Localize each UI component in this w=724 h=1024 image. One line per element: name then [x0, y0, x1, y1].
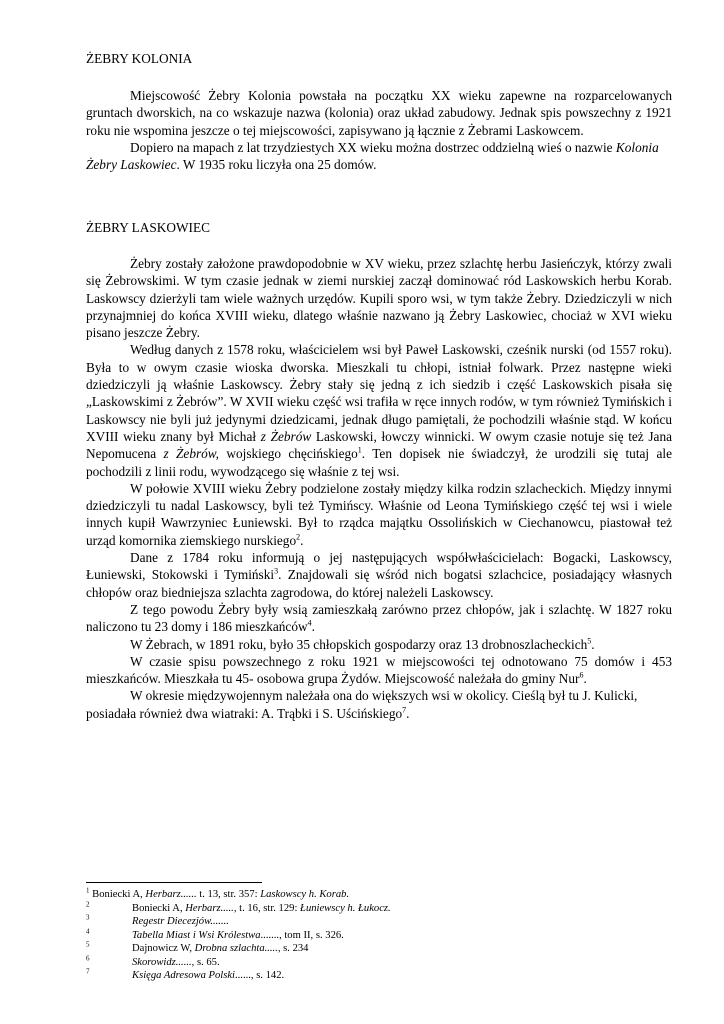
footnote	[86, 942, 672, 956]
italic-text: Herbarz......	[145, 889, 197, 900]
paragraph	[86, 255, 672, 341]
paragraph	[86, 687, 672, 722]
footnote-ref: 4	[307, 618, 312, 628]
italic-text: Tabella Miast i Wsi Królestwa	[132, 929, 261, 941]
text-run: . W 1935 roku liczyła ona 25 domów.	[176, 157, 377, 173]
paragraph	[86, 653, 672, 688]
text-run: .	[300, 532, 304, 548]
text-run: , s. 234	[277, 943, 309, 954]
footnote-text	[132, 929, 344, 943]
text-run: Dajnowicz W,	[132, 943, 195, 954]
footnote-number: 6	[86, 953, 90, 962]
footnote-ref: 2	[296, 532, 301, 542]
text-run: t. 13, str. 357:	[196, 889, 261, 900]
footnote-ref: 1	[357, 445, 362, 455]
italic-text: Łuniewscy h. Łukocz.	[300, 902, 391, 914]
section-body-zebry-laskowiec	[86, 255, 672, 722]
footnote-list	[86, 888, 672, 983]
text-run: . Ten dopisek nie świadczył, że urodzili się tutaj ale pochodzili z linii rodu, wywodzącego się właśnie z tej wsi.	[86, 446, 672, 479]
footnote-number: 5	[86, 940, 90, 949]
italic-text: Księga Adresowa Polski	[132, 970, 235, 981]
footnote	[86, 953, 672, 970]
footnote-divider	[86, 882, 262, 883]
italic-text: Herbarz.....	[185, 902, 234, 914]
text-run: .	[311, 619, 315, 635]
footnote-number: 2	[86, 899, 90, 908]
text-run: Boniecki A,	[132, 902, 186, 914]
text-run: Miejscowość Żebry Kolonia powstała na początku XX wieku zapewne na rozparcelowanych gruntach dworskich, na co wskazuje nazwa (kolonia) oraz układ zabudowy. Jednak spis powszechny z 1921 roku nie wspomina jeszcze o tej miejscowości, zapisywano ją łącznie z Żebrami Laskowcem.	[86, 88, 672, 138]
italic-text: Drobna szlachta.....	[194, 943, 278, 954]
italic-text: Skorowidz......	[132, 956, 192, 968]
text-run: Laskowski, łowczy winnicki. W owym czasie notuje się też Jana Nepomucena	[86, 428, 673, 462]
text-run: . Znajdowali się wśród nich bogatsi szlachcice, posiadający własnych chłopów oraz biedniejsza szlachta zagrodowa, do której należeli Laskowscy.	[86, 567, 673, 600]
text-run: .	[406, 705, 410, 721]
paragraph	[86, 139, 672, 174]
text-run: Dopiero na mapach z lat trzydziestych XX wieku można dostrzec oddzielną wieś o nazwie	[130, 139, 616, 155]
footnote-number: 7	[86, 967, 90, 976]
paragraph	[86, 549, 672, 601]
footnote-text	[92, 889, 349, 900]
footnote-text	[132, 915, 229, 929]
footnote-text	[132, 942, 308, 956]
text-run: .	[591, 636, 595, 652]
paragraph	[86, 87, 672, 139]
italic-text: Kolonia Żebry Laskowiec	[86, 139, 659, 173]
footnote	[86, 969, 672, 983]
paragraph	[86, 636, 672, 653]
section-body-zebry-kolonia	[86, 87, 672, 173]
footnote-number: 1	[86, 886, 90, 895]
footnote-number: 4	[86, 926, 90, 935]
text-run: Według danych z 1578 roku, właścicielem wsi był Paweł Laskowski, cześnik nurski (od 1557 roku). Była to w owym czasie wioska dworska. Mieszkali tu chłopi, istniał folwark. Przez następne wieki dziedziczyli ją właśnie Laskowscy. Żebry stały się jedną z ich siedzib i część Laskowskich pisała się „Laskowskimi z Żebrów”. W XVII wieku część wsi trafiła w ręce innych rodów, w tym również Tymińskich i Laskowscy nie byli już jedynymi dziedzicami, jednak długo pamiętali, że pochodzili właśnie stąd. W końcu XVIII wieku znany był Michał	[86, 342, 672, 444]
footnotes	[86, 882, 672, 983]
paragraph	[86, 341, 672, 479]
text-run: W czasie spisu powszechnego z roku 1921 w miejscowości tej odnotowano 75 domów i 453 mieszkańców. Mieszkała tu 45- osobowa grupa Żydów. Miejscowość należała do gminy Nur	[86, 653, 672, 687]
paragraph	[86, 601, 672, 636]
text-run: W połowie XVIII wieku Żebry podzielone zostały między kilka rodzin szlacheckich. Między innymi dziedziczyli tu nadal Laskowscy, byli też Tymińscy. Właśnie od Leona Tymińskiego część tej wsi i wiele innych kupił Wawrzyniec Łuniewski. Był to rządca majątku Ossolińskich w Ciechanowcu, piastował też urząd komornika ziemskiego nurskiego	[86, 480, 672, 548]
text-run: , t. 16, str. 129:	[233, 902, 301, 914]
footnote-text	[132, 956, 220, 970]
italic-text: z Żebrów	[260, 428, 312, 444]
text-run: Z tego powodu Żebry były wsią zamieszkałą zarówno przez chłopów, jak i szlachtę. W 1827 roku naliczono tu 23 domy i 186 mieszkańców	[86, 601, 672, 635]
text-run: Boniecki A,	[92, 889, 146, 900]
italic-text: Laskowscy h. Korab.	[260, 889, 350, 900]
text-run: W Żebrach, w 1891 roku, było 35 chłopskich gospodarzy oraz 13 drobnoszlacheckich	[130, 636, 588, 652]
footnote-number: 3	[86, 913, 90, 922]
footnote-ref: 6	[579, 670, 584, 680]
footnote-ref: 3	[274, 566, 279, 576]
italic-text: z Żebrów,	[163, 446, 220, 462]
text-run: ......, s. 142.	[235, 970, 285, 981]
footnote	[86, 888, 672, 902]
footnote-ref: 5	[587, 636, 592, 646]
text-run: ......., tom II, s. 326.	[260, 929, 344, 941]
text-run: W okresie międzywojennym należała ona do większych wsi w okolicy. Cieślą był tu J. Kulicki, posiadała również dwa wiatraki: A. Trąbki i S. Uścińskiego	[86, 688, 638, 721]
paragraph	[86, 480, 672, 549]
text-run: Żebry zostały założone prawdopodobnie w XV wieku, przez szlachtę herbu Jasieńczyk, którzy zwali się Żebrowskimi. W tym czasie jednak w ziemi nurskiej zaczął dominować ród Laskowskich herbu Korab. Laskowscy dzierżyli tam wiele ważnych urzędów. Kupili sporo wsi, w tym także Żebry. Dziedziczyli w nich przynajmniej do końca XVIII wieku, dlatego właśnie nazwano ją Żebry Laskowiec, chociaż w XVI wieku pisano jeszcze Żebry.	[86, 256, 672, 341]
text-run: , s. 65.	[191, 956, 220, 968]
footnote-text	[132, 969, 284, 983]
footnote	[86, 926, 672, 943]
section-heading-zebry-kolonia: ŻEBRY KOLONIA	[86, 51, 193, 66]
footnote-ref: 7	[402, 705, 407, 715]
text-run: .	[583, 671, 587, 687]
text-run: Dane z 1784 roku informują o jej następujących współwłaścicielach: Bogacki, Laskowscy, Łuniewski, Stokowski i Tymiński	[86, 550, 672, 583]
italic-text: Regestr Diecezjów.......	[132, 916, 229, 927]
footnote	[86, 899, 672, 916]
section-heading-zebry-laskowiec: ŻEBRY LASKOWIEC	[86, 220, 210, 235]
footnote-text	[132, 902, 391, 916]
text-run: wojskiego chęcińskiego	[219, 446, 358, 462]
footnote	[86, 915, 672, 929]
